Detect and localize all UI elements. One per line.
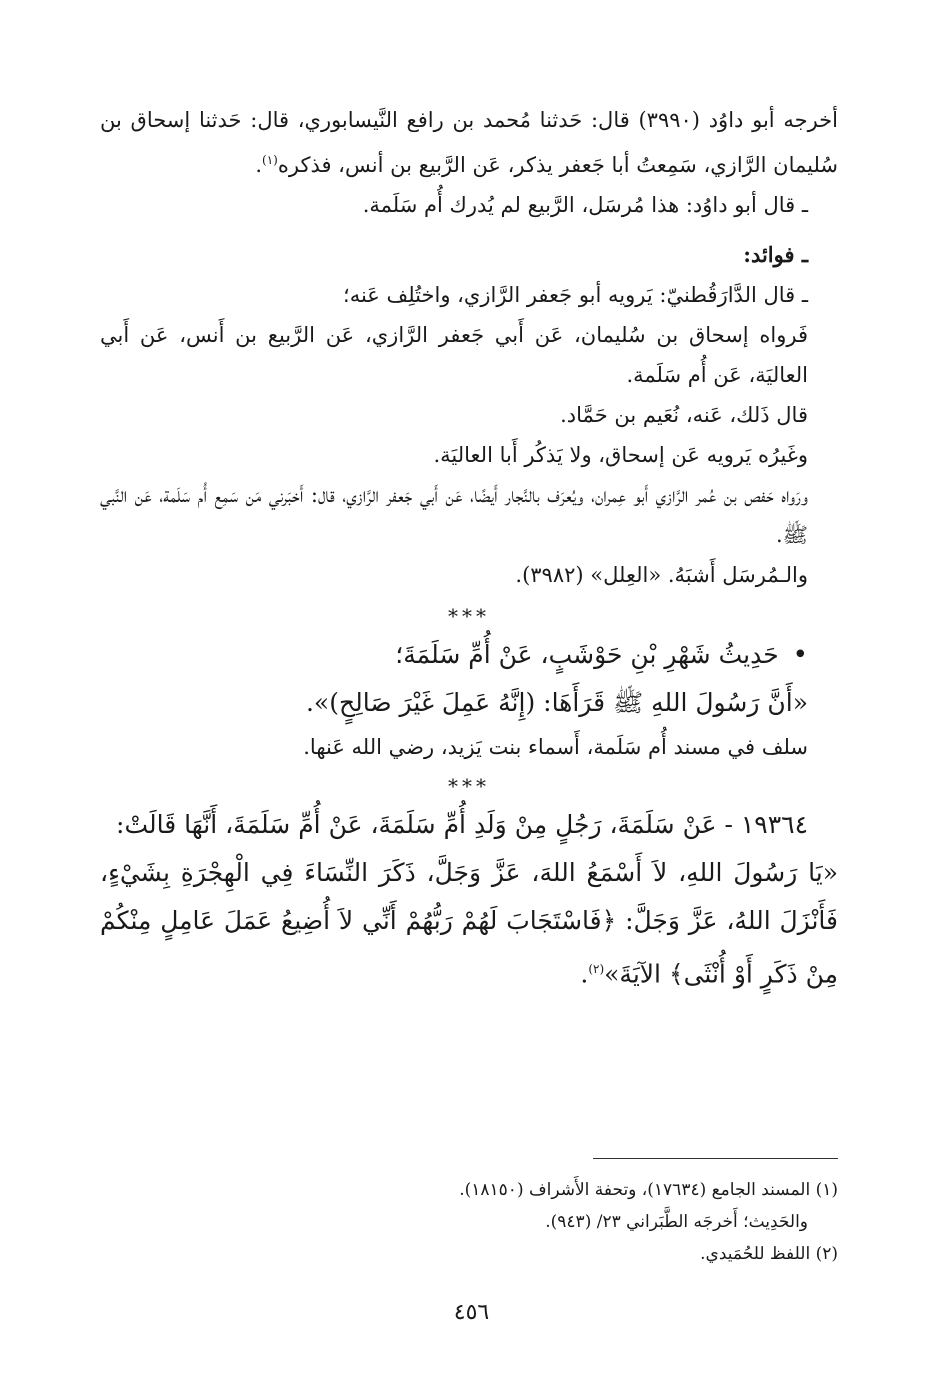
separator-stars: *** xyxy=(448,604,490,628)
footnote-ref-2: (٢) xyxy=(588,962,605,976)
main-text xyxy=(100,100,838,998)
footnote-1: (١) المسند الجامع (١٧٦٣٤)، وتحفة الأَشراف (١٨١٥٠). xyxy=(459,1180,838,1200)
footnote-ref-1: (١) xyxy=(262,153,278,167)
paragraph-abu-dawud-takhrij: أخرجه أبو داوُد (٣٩٩٠) قال: حَدثنا مُحمد بن رافع النَّيسابوري، قال: حَدثنا إسحاق بن سُليمان الرَّازي، سَمِعتُ أبا جَعفر يذكر، عَن الرَّبيع بن أنس، فذكره$^{(١)}$. xyxy=(100,108,838,177)
footnote-2: (٢) اللفظ للحُمَيدي. xyxy=(700,1244,838,1264)
hadith-19364-text: «يَا رَسُولَ اللهِ، لاَ أَسْمَعُ اللهَ، عَزَّ وَجَلَّ، ذَكَرَ النِّسَاءَ فِي الْهِجْرَةِ بِشَيْءٍ، فَأَنْزَلَ اللهُ، عَزَّ وَجَلَّ: ﴿فَاسْتَجَابَ لَهُمْ رَبُّهُمْ أَنِّي لاَ أُضِيعُ عَمَلَ عَامِلٍ مِنْكُمْ مِنْ ذَكَرٍ أَوْ أُنْثَى﴾ الآيَةَ»$^{(٢)}$. xyxy=(100,858,838,989)
takhrij-text: أخرجه أبو داوُد (٣٩٩٠) قال: حَدثنا مُحمد بن رافع النَّيسابوري، قال: حَدثنا إسحاق بن سُليمان الرَّازي، سَمِعتُ أبا جَعفر يذكر، عَن الرَّبيع بن أنس، فذكره xyxy=(100,108,838,177)
hadith-shahr-text: «أَنَّ رَسُولَ اللهِ ﷺ قَرَأَهَا: (إِنَّهُ عَمِلَ غَيْرَ صَالِحٍ)». xyxy=(305,688,808,717)
benefits-heading: ـ فوائد: xyxy=(743,242,808,267)
paragraph-nuaim: قال ذَلك، عَنه، نُعَيم بن حَمَّاد. xyxy=(560,403,808,427)
paragraph-others: وغَيرُه يَرويه عَن إسحاق، ولا يَذكُر أَبا العاليَة. xyxy=(433,443,808,467)
paragraph-hafs-narration: ورَواه حَفص بن عُمر الرَّازي أَبو عِمران، ويُعرَف بالنَّجار أَيضًا، عَن أَبي جَعفر الرَّازي، قال: أَخبَرني مَن سَمِع أُم سَلَمة، عَن النَّبي ﷺ. xyxy=(100,483,809,547)
paragraph-salaf: سلف في مسند أُم سَلَمة، أَسماء بنت يَزيد، رضي الله عَنها. xyxy=(303,735,808,759)
hadith-shahr-heading: • حَدِيثُ شَهْرِ بْنِ حَوْشَبٍ، عَنْ أُمِّ سَلَمَةَ؛ xyxy=(100,631,838,679)
paragraph-mursal: والـمُرسَل أَشبَهُ. «العِلل» (٣٩٨٢). xyxy=(515,563,808,587)
footnote-divider xyxy=(593,1158,838,1159)
separator-stars: *** xyxy=(448,774,490,798)
page-number: ٤٥٦ xyxy=(453,1300,490,1325)
paragraph-daraqutni: ـ قال الدَّارَقُطنيّ: يَرويه أبو جَعفر الرَّازي، واختُلِف عَنه؛ xyxy=(343,283,808,307)
paragraph-abu-dawud-comment: ـ قال أبو داوُد: هذا مُرسَل، الرَّبيع لم يُدرك أُم سَلَمة. xyxy=(362,193,808,217)
hadith-19364-heading: ١٩٣٦٤ - عَنْ سَلَمَةَ، رَجُلٍ مِنْ وَلَدِ أُمِّ سَلَمَةَ، عَنْ أُمِّ سَلَمَةَ، أَنَّهَا قَالَتْ: xyxy=(116,810,808,839)
paragraph-ishaq-narration: فَرواه إسحاق بن سُليمان، عَن أَبي جَعفر الرَّازي، عَن الرَّبيع بن أَنس، عَن أَبي العاليَة، عَن أُم سَلَمة. xyxy=(100,323,808,387)
footnote-1-continued: والحَدِيث؛ أَخرجَه الطَّبَراني ٢٣/ (٩٤٣). xyxy=(545,1212,808,1232)
